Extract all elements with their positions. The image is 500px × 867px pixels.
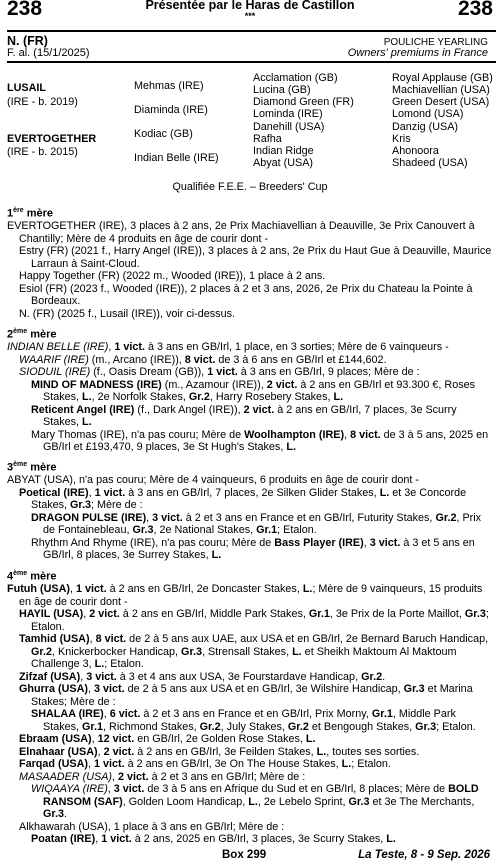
produce-alkhawarah: Alkhawarah (USA), 1 place à 3 ans en GB/Irl; Mère de :: [19, 820, 285, 833]
produce-hayil: HAYIL (USA), 2 vict. à 2 ans en GB/Irl, Middle Park Stakes, Gr.1, 3e Prix de la Porte Maillot, Gr.3; Etalon.: [19, 608, 489, 633]
produce-waarif: WAARIF (IRE) (m., Arcano (IRE)), 8 vict. de 3 à 6 ans en GB/Irl et £144,602.: [19, 353, 387, 366]
produce-1: Estry (FR) (2021 f., Harry Angel (IRE)), 3 places à 2 ans, 2e Prix du Haut Gue à Deauville, Maurice Larraun à Saint-Cloud.: [19, 245, 492, 270]
pedigree-gen3-2: Lucina (GB): [253, 84, 311, 96]
produce-tamhid: Tamhid (USA), 8 vict. de 2 à 5 ans aux UAE, aux USA et en GB/Irl, 2e Bernard Baruch Handicap, Gr.2, Knickerbocker Handicap, Gr.3, Strensall Stakes, L. et Sheikh Maktoum Al Maktoum Challenge 3, L.; Etalon.: [19, 633, 489, 671]
stars-line: ***: [244, 11, 256, 21]
pedigree-gen3-1: Acclamation (GB): [253, 72, 338, 84]
pedigree-gen3-5: Danehill (USA): [253, 121, 325, 133]
pedigree-gen4-2: Machiavellian (USA): [392, 84, 490, 96]
produce-ghurra: Ghurra (USA), 3 vict. de 2 à 5 ans aux USA et en GB/Irl, 3e Wilshire Handicap, Gr.3 et Marina Stakes; Mère de :: [19, 683, 473, 708]
produce-3: Esiol (FR) (2023 f., Wooded (IRE)), 2 places à 2 et 3 ans, 2026, 2e Prix du Chateau la Pointe à Bordeaux.: [19, 282, 473, 308]
foaling-date: F. al. (15/1/2025): [7, 47, 90, 59]
sire-info: (IRE - b. 2019): [7, 96, 78, 108]
pedigree-gen3-7: Indian Ridge: [253, 145, 314, 157]
first-dam-heading: 1ère mère: [7, 207, 53, 220]
produce-zifzaf: Zifzaf (USA), 3 vict. à 3 et 4 ans aux USA, 3e Fourstardave Handicap, Gr.2.: [19, 670, 386, 683]
produce-shalaa: SHALAA (IRE), 6 vict. à 2 et 3 ans en France et en GB/Irl, Prix Morny, Gr.1, Middle Park Stakes, Gr.1, Richmond Stakes, Gr.2, July Stakes, Gr.2 et Bengough Stakes, Gr.3; Etalon.: [31, 708, 476, 733]
pedigree-gen3-3: Diamond Green (FR): [253, 96, 354, 108]
sire-name: LUSAIL: [7, 82, 46, 94]
pedigree-gen2-3: Kodiac (GB): [134, 128, 193, 140]
box-number: Box 299: [222, 849, 267, 861]
produce-ebraam: Ebraam (USA), 12 vict. en GB/Irl, 2e Golden Rose Stakes, L.: [19, 733, 316, 746]
produce-elnahaar: Elnahaar (USA), 2 vict. à 2 ans en GB/Irl, 3e Feilden Stakes, L., toutes ses sorties.: [19, 745, 420, 758]
dam-name: EVERTOGETHER: [7, 133, 97, 145]
pedigree-gen4-6: Kris: [392, 133, 411, 145]
lot-number-right: 238: [457, 0, 493, 20]
qualification-line: Qualifiée F.E.E. – Breeders' Cup: [172, 181, 328, 193]
pedigree-gen4-1: Royal Applause (GB): [392, 72, 493, 84]
produce-poatan: Poatan (IRE), 1 vict. à 2 ans, 2025 en GB/Irl, 3 places, 3e Scurry Stakes, L.: [31, 833, 396, 846]
produce-mind-of-madness: MIND OF MADNESS (IRE) (m., Azamour (IRE)), 2 vict. à 2 ans en GB/Irl et 93.300 €, Roses Stakes, L., 2e Norfolk Stakes, Gr.2, Harry Rosebery Stakes, L.: [31, 378, 476, 404]
third-dam-heading: 3ème mère: [7, 461, 57, 474]
presenter-line: Présentée par le Haras de Castillon: [145, 0, 355, 12]
pedigree-gen4-4: Lomond (USA): [392, 108, 464, 120]
produce-siodui: SIODUIL (IRE) (f., Oasis Dream (GB)), 1 vict. à 3 ans en GB/Irl, 9 places; Mère de :: [19, 366, 420, 379]
header-rule: [7, 30, 496, 32]
pedigree-gen4-5: Danzig (USA): [392, 121, 458, 133]
pedigree-gen3-8: Abyat (USA): [253, 157, 313, 169]
produce-masaader: MASAADER (USA), 2 vict. à 2 et 3 ans en GB/Irl; Mère de :: [19, 770, 306, 783]
first-dam-text: EVERTOGETHER (IRE), 3 places à 2 ans, 2e Prix Machiavellian à Deauville, 3e Prix Canouvert à Chantilly; Mère de 4 produits en âge de courir dont -: [7, 220, 475, 245]
produce-mary-thomas: Mary Thomas (IRE), n'a pas couru; Mère de Woolhampton (IRE), 8 vict. de 3 à 5 ans, 2025 en GB/Irl et £193,470, 9 places, 3e St Hugh's Stakes, L.: [31, 428, 489, 454]
fourth-dam-heading: 4ème mère: [7, 570, 57, 583]
produce-4: N. (FR) (2025 f., Lusail (IRE)), voir ci-dessus.: [19, 307, 235, 320]
pedigree-gen4-7: Ahonoora: [392, 145, 439, 157]
produce-wiqaaya: WIQAAYA (IRE), 3 vict. de 3 à 5 ans en Afrique du Sud et en GB/Irl, 8 places; Mère de BOLD RANSOM (SAF), Golden Loom Handicap, L., 2e Lebelo Sprint, Gr.3 et 3e The Merchants, Gr.3.: [31, 783, 479, 821]
produce-rhythm-and-rhyme: Rhythm And Rhyme (IRE), n'a pas couru; Mère de Bass Player (IRE), 3 vict. à 3 et 5 ans en GB/Irl, 8 places, 3e Surrey Stakes, L.: [31, 536, 475, 562]
owners-premiums: Owners' premiums in France: [347, 47, 488, 59]
pedigree-gen2-4: Indian Belle (IRE): [134, 152, 219, 164]
lot-number-left: 238: [7, 0, 43, 20]
pedigree-gen2-2: Diaminda (IRE): [134, 104, 208, 116]
pedigree-gen3-6: Rafha: [253, 133, 282, 145]
second-dam-section: [7, 326, 493, 454]
horse-name: N. (FR): [7, 34, 48, 48]
produce-farqad: Farqad (USA), 1 vict. à 2 ans en GB/Irl, 3e On The House Stakes, L.; Etalon.: [19, 758, 391, 771]
produce-poetical: Poetical (IRE), 1 vict. à 3 ans en GB/Irl, 7 places, 2e Silken Glider Stakes, L. et 3e Concorde Stakes, Gr.3; Mère de :: [19, 486, 467, 512]
produce-reticent-angel: Reticent Angel (IRE) (f., Dark Angel (IRE)), 2 vict. à 2 ans en GB/Irl, 7 places, 3e Scurry Stakes, L.: [31, 403, 457, 429]
pedigree-top-rule: [7, 61, 496, 63]
dam-info: (IRE - b. 2015): [7, 146, 78, 158]
sale-info: La Teste, 8 - 9 Sep. 2026: [358, 849, 490, 861]
third-dam-text: ABYAT (USA), n'a pas couru; Mère de 4 vainqueurs, 6 produits en âge de courir dont -: [7, 474, 419, 487]
fourth-dam-section: [7, 568, 493, 846]
pedigree-gen2-1: Mehmas (IRE): [134, 80, 204, 92]
fourth-dam-text: Futuh (USA), 1 vict. à 2 ans en GB/Irl, 2e Doncaster Stakes, L.; Mère de 9 vainqueurs, 15 produits en âge de courir dont -: [7, 583, 483, 608]
second-dam-heading: 2ème mère: [7, 328, 57, 341]
produce-2: Happy Together (FR) (2022 m., Wooded (IRE)), 1 place à 2 ans.: [19, 270, 326, 283]
second-dam-text: INDIAN BELLE (IRE), 1 vict. à 3 ans en GB/Irl, 1 place, en 3 sorties; Mère de 6 vainqueurs -: [7, 341, 449, 354]
pedigree-gen3-4: Lominda (IRE): [253, 108, 323, 120]
pedigree-gen4-8: Shadeed (USA): [392, 157, 468, 169]
pedigree-gen4-3: Green Desert (USA): [392, 96, 490, 108]
produce-dragon-pulse: DRAGON PULSE (IRE), 3 vict. à 2 et 3 ans en France et en GB/Irl, Futurity Stakes, Gr.2, Prix de Fontainebleau, Gr.3, 2e National Stakes, Gr.1; Etalon.: [31, 511, 482, 537]
third-dam-section: [7, 459, 493, 562]
sex-label: POULICHE YEARLING: [383, 37, 488, 48]
first-dam-section: [7, 205, 493, 320]
